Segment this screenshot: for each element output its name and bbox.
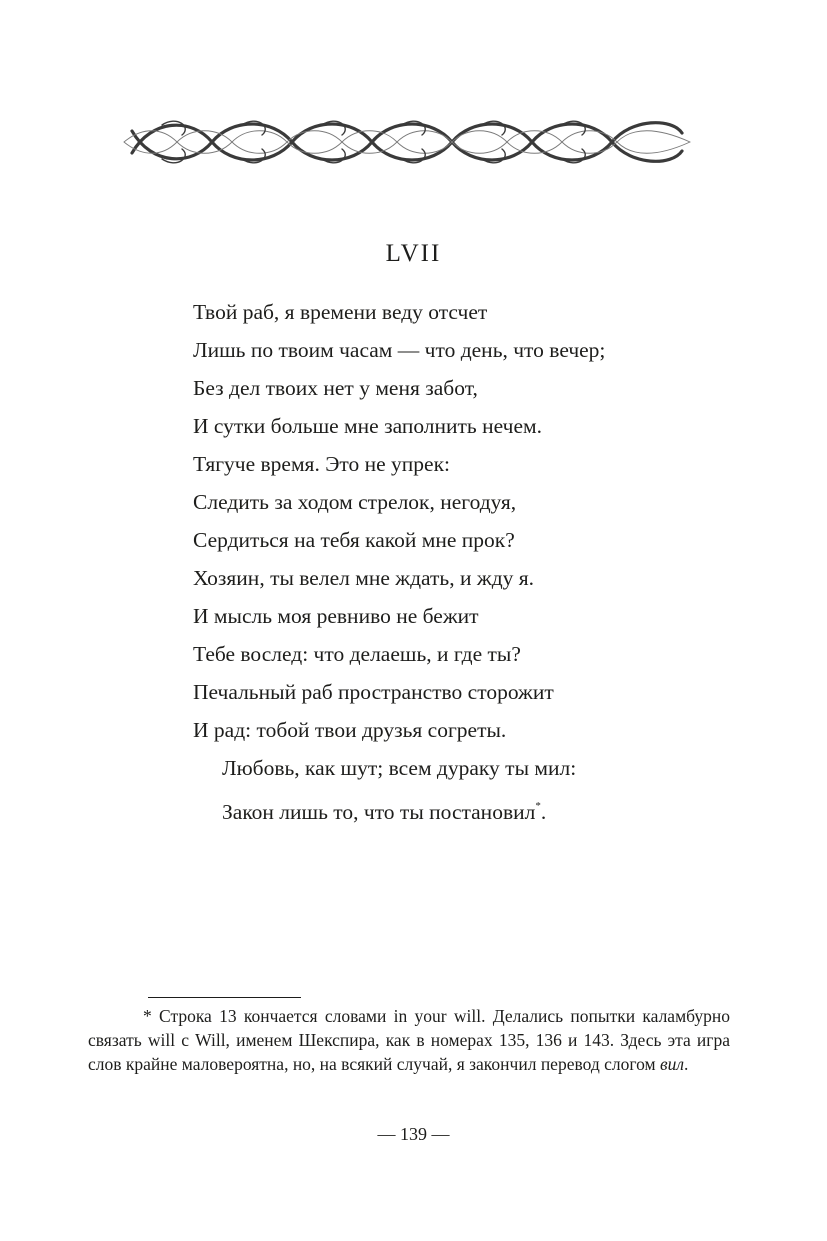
poem-line: Лишь по твоим часам — что день, что вечер; xyxy=(193,338,606,362)
footnote-marker: * xyxy=(143,1006,152,1026)
line-end-punct: . xyxy=(540,800,547,824)
poem-line: Печальный раб пространство сторожит xyxy=(193,680,554,704)
poem-line: Тебе вослед: что делаешь, и где ты? xyxy=(193,642,521,666)
couplet-line-text: Закон лишь то, что ты постановил xyxy=(222,800,536,824)
poem-line: Без дел твоих нет у меня забот, xyxy=(193,376,478,400)
poem-line: И рад: тобой твои друзья согреты. xyxy=(193,718,507,742)
couplet-line: Любовь, как шут; всем дураку ты мил: xyxy=(222,756,577,780)
poem-line: Следить за ходом стрелок, негодуя, xyxy=(193,490,517,514)
footnote-divider xyxy=(148,997,301,998)
footnote-reference[interactable]: * xyxy=(535,800,541,812)
poem-line: Твой раб, я времени веду отсчет xyxy=(193,300,488,324)
footnote-paragraph xyxy=(88,1004,730,1076)
sonnet-title: LVII xyxy=(385,240,442,267)
poem-line: И сутки больше мне заполнить нечем. xyxy=(193,414,542,438)
decorative-ornament-icon xyxy=(122,113,692,171)
footnote-end-punct: . xyxy=(683,1054,689,1074)
poem-line: Тягуче время. Это не упрек: xyxy=(193,452,451,476)
poem-line: Сердиться на тебя какой мне прок? xyxy=(193,528,515,552)
footnote-text: Строка 13 кончается словами in your will. Делались попытки каламбурно связать will с Will, именем Шекспира, как в номерах 135, 136 и 143. Здесь эта игра слов крайне маловероятна, но, на всякий случай, я закончил перевод слогом xyxy=(88,1006,730,1074)
footnote-italic-word: вил xyxy=(660,1054,684,1074)
page-number: — 139 — xyxy=(377,1124,450,1144)
couplet-line xyxy=(193,790,605,828)
poem-line: Хозяин, ты велел мне ждать, и жду я. xyxy=(193,566,535,590)
poem-line: И мысль моя ревниво не бежит xyxy=(193,604,479,628)
footnote xyxy=(88,1004,730,1076)
poem xyxy=(193,296,605,828)
